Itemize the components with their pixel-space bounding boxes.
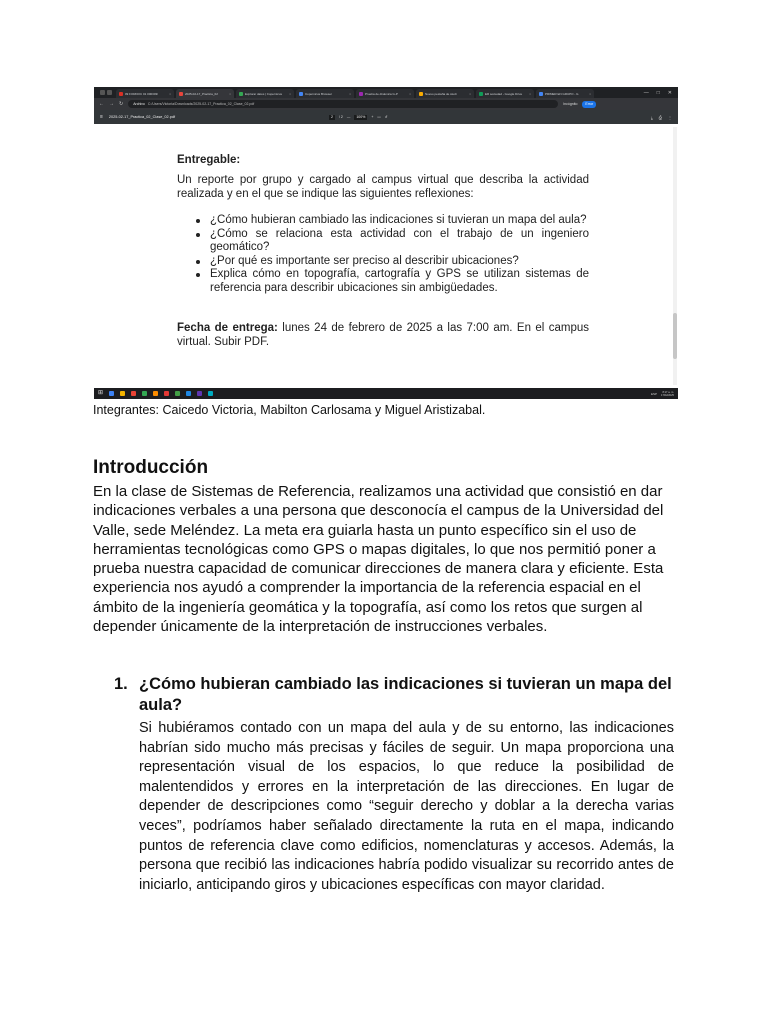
fit-page-icon[interactable]: ▭ xyxy=(377,114,381,119)
page-number-input[interactable]: 2 xyxy=(331,114,333,119)
pdf-heading: Entregable: xyxy=(177,154,241,166)
tab-close-icon[interactable]: × xyxy=(169,91,171,96)
question-answer: Si hubiéramos contado con un mapa del aula y de su entorno, las indicaciones habrían sido mucho más precisas y fáciles de seguir. Un mapa proporciona una representación visual de los espacios, lo que reduce la posibilidad de malentendidos y errores en la interpretación de las direcciones. En lugar de depender de descripciones como “seguir derecho y doblar a la derecha varias veces”, podríamos haber señalado directamente la ruta en el mapa, indicando puntos de referencia clave como edificios, nomenclaturas y accesos. Además, la persona que recibió las indicaciones habría podido visualizar su recorrido antes de iniciarlo, anticipando giros y ubicaciones específicas con mayor claridad. xyxy=(139,720,674,893)
tab-close-icon[interactable]: × xyxy=(589,91,591,96)
embedded-screenshot xyxy=(94,87,678,399)
tab-title: Prueba de dinámica G-P xyxy=(365,91,398,96)
tab-title: Nuevo pestaña de studi xyxy=(425,91,457,96)
pdf-actions xyxy=(651,115,672,120)
tab-close-icon[interactable]: × xyxy=(529,91,531,96)
window-controls xyxy=(644,90,678,96)
tab-title: ER sociedad - Google Drive xyxy=(485,91,523,96)
tab-close-icon[interactable]: × xyxy=(229,91,231,96)
question-title: ¿Cómo hubieran cambiado las indicaciones si tuvieran un mapa del aula? xyxy=(139,675,672,714)
update-button[interactable]: Error xyxy=(582,101,596,108)
page-total: / 2 xyxy=(338,114,343,119)
taskbar-app-icon[interactable] xyxy=(208,391,213,396)
maximize-icon[interactable]: □ xyxy=(656,89,660,96)
browser-tab[interactable] xyxy=(536,89,594,98)
list-item: ¿Cómo hubieran cambiado las indicaciones si tuvieran un mapa del aula? xyxy=(194,214,589,228)
forward-icon[interactable]: → xyxy=(109,101,114,107)
browser-tab[interactable] xyxy=(176,89,234,98)
zoom-out-icon[interactable]: — xyxy=(346,114,351,119)
pdf-filename: 2025-02-17_Practica_02_Clase_02.pdf xyxy=(108,114,175,119)
group-members: Integrantes: Caicedo Victoria, Mabilton Carlosama y Miguel Aristizabal. xyxy=(93,403,486,417)
minimize-icon[interactable]: — xyxy=(643,89,649,96)
pdf-toolbar xyxy=(94,110,678,124)
taskbar-app-icon[interactable] xyxy=(153,391,158,396)
taskbar-app-icon[interactable] xyxy=(197,391,202,396)
address-bar xyxy=(94,98,678,110)
tab-title: PRIMER EN GRUPO - G xyxy=(545,91,579,96)
windows-taskbar xyxy=(94,388,678,399)
tab-title: Explorar datos | Copernicus xyxy=(245,91,282,96)
tab-favicon-icon xyxy=(539,92,543,96)
taskbar-app-icon[interactable] xyxy=(175,391,180,396)
pdf-intro: Un reporte por grupo y cargado al campus virtual que describa la actividad realizada y en el que se indique las siguientes reflexiones: xyxy=(177,174,589,200)
tab-favicon-icon xyxy=(299,92,303,96)
list-item: ¿Por qué es importante ser preciso al describir ubicaciones? xyxy=(194,255,589,269)
menu-icon[interactable]: ≡ xyxy=(100,114,103,120)
tab-favicon-icon xyxy=(419,92,423,96)
tab-favicon-icon xyxy=(359,92,363,96)
system-tray xyxy=(651,391,674,397)
close-icon[interactable]: ✕ xyxy=(667,89,672,96)
zoom-in-icon[interactable]: + xyxy=(371,114,374,119)
browser-tab-bar xyxy=(94,87,678,98)
taskbar-app-icon[interactable] xyxy=(120,391,125,396)
pdf-scrollbar-thumb[interactable] xyxy=(673,313,677,359)
pdf-page-controls xyxy=(329,115,388,120)
url-text: C:/Users/Victoria/Downloads/2025-02-17_Practica_02_Clase_02.pdf xyxy=(147,102,255,106)
rotate-icon[interactable]: ↺ xyxy=(384,114,388,119)
more-icon[interactable]: ⋮ xyxy=(668,114,672,120)
tab-favicon-icon xyxy=(479,92,483,96)
taskbar-app-icon[interactable] xyxy=(164,391,169,396)
download-icon[interactable]: ⤓ xyxy=(651,114,653,120)
tab-title: Copernicus Browser xyxy=(305,91,333,96)
question-number: 1. xyxy=(114,675,128,693)
taskbar-app-icon[interactable] xyxy=(109,391,114,396)
zoom-level[interactable]: 100% xyxy=(356,114,366,119)
file-scheme-label: Archivo xyxy=(133,102,145,106)
due-label: Fecha de entrega: xyxy=(177,322,278,334)
browser-tab[interactable] xyxy=(236,89,294,98)
url-field[interactable] xyxy=(128,100,558,108)
taskbar-app-icon[interactable] xyxy=(142,391,147,396)
intro-paragraph: En la clase de Sistemas de Referencia, realizamos una actividad que consistió en dar indicaciones verbales a una persona que desconocía el campus de la Universidad del Valle, sede Meléndez. La meta era guiarla hasta un punto específico sin el uso de herramientas tecnológicas como GPS o mapas digitales, lo que nos permitió poner a prueba nuestra capacidad de comunicar direcciones de manera clara y eficiente. Esta experiencia nos ayudó a comprender la importancia de la referencia espacial en el ámbito de la ingeniería geomática y la topografía, así como los retos que surgen al depender únicamente de la interpretación de instrucciones verbales. xyxy=(93,483,664,636)
due-text: lunes 24 de febrero de 2025 a las 7:00 am. En el campus virtual. Subir PDF. xyxy=(177,322,590,348)
windows-start-icon[interactable]: ⊞ xyxy=(98,390,104,396)
pdf-due-date xyxy=(177,321,589,349)
browser-tab[interactable] xyxy=(116,89,174,98)
browser-tab[interactable] xyxy=(296,89,354,98)
browser-tab[interactable] xyxy=(476,89,534,98)
list-item: ¿Cómo se relaciona esta actividad con el trabajo de un ingeniero geomático? xyxy=(194,228,589,255)
taskbar-app-icon[interactable] xyxy=(186,391,191,396)
pdf-bullet-list xyxy=(194,214,589,295)
clock-time: 8:17 a. m. xyxy=(662,390,674,394)
tab-title: 2025-02-17_Practica_02 xyxy=(185,91,218,96)
list-item: Explica cómo en topografía, cartografía y GPS se utilizan sistemas de referencia para describir ubicaciones sin ambigüedades. xyxy=(194,268,589,295)
tab-close-icon[interactable]: × xyxy=(349,91,351,96)
tab-favicon-icon xyxy=(179,92,183,96)
window-menu-icon[interactable] xyxy=(100,90,112,95)
print-icon[interactable]: ⎙ xyxy=(658,114,662,120)
reload-icon[interactable]: ↻ xyxy=(119,101,124,107)
language-indicator[interactable]: ESP xyxy=(651,391,658,396)
tab-close-icon[interactable]: × xyxy=(289,91,291,96)
clock[interactable] xyxy=(661,391,674,397)
browser-tab[interactable] xyxy=(356,89,414,98)
incognito-label[interactable]: Incógnito xyxy=(563,102,578,106)
tab-favicon-icon xyxy=(239,92,243,96)
taskbar-app-icon[interactable] xyxy=(131,391,136,396)
tab-close-icon[interactable]: × xyxy=(469,91,471,96)
tab-title: 09 FORDOC 01 000303/ xyxy=(125,91,159,96)
browser-tab[interactable] xyxy=(416,89,474,98)
tab-close-icon[interactable]: × xyxy=(409,91,411,96)
intro-heading: Introducción xyxy=(93,457,209,478)
tab-favicon-icon xyxy=(119,92,123,96)
clock-date: 17/02/2025 xyxy=(661,393,674,397)
back-icon[interactable]: ← xyxy=(99,101,104,107)
